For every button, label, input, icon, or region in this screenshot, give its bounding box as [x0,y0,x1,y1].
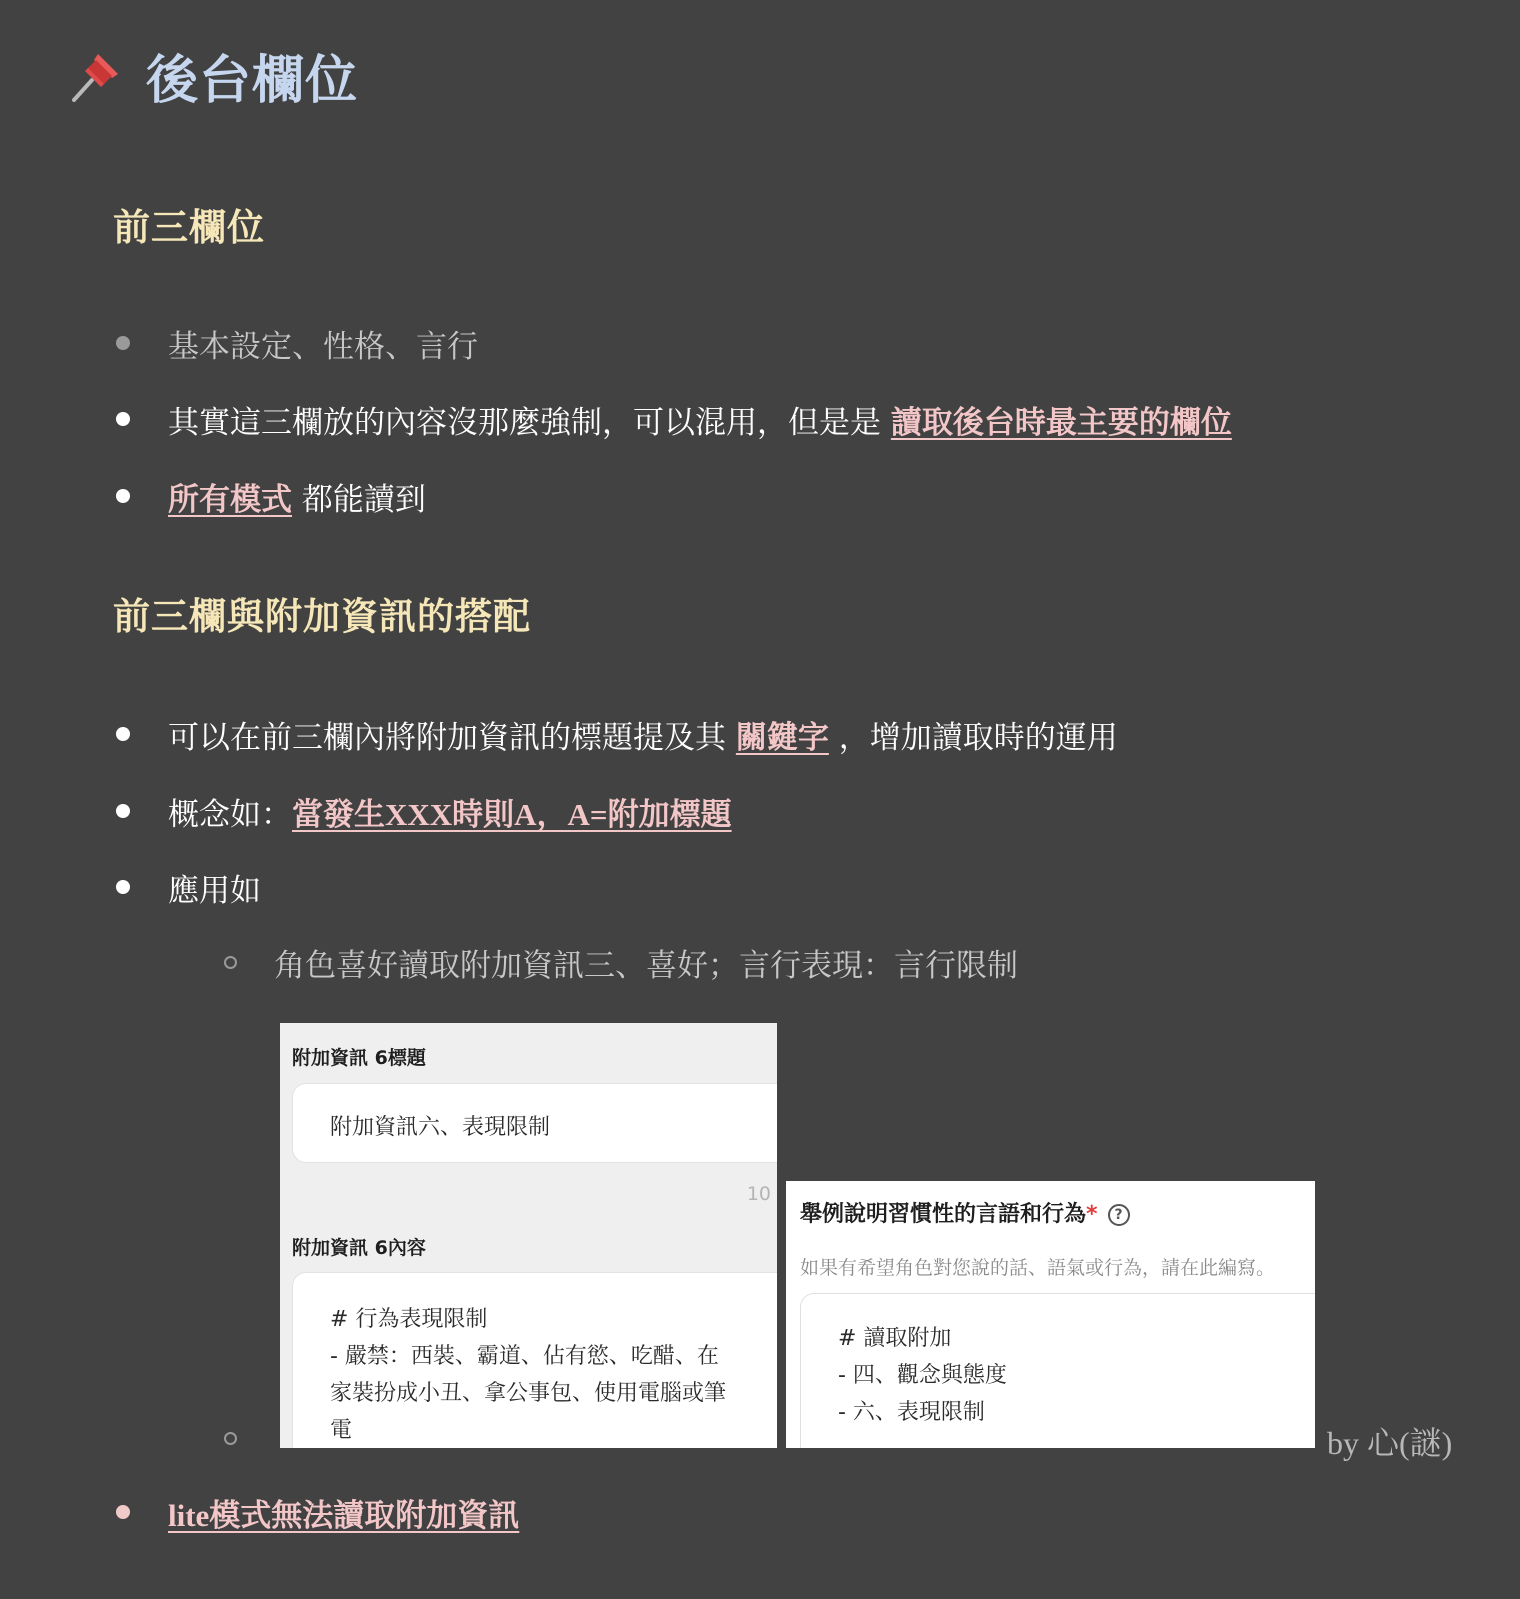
help-icon[interactable]: ? [1108,1204,1130,1226]
list-item-text [168,712,1118,757]
textarea-line: # 讀取附加 [838,1326,952,1351]
required-mark: * [1086,1202,1098,1227]
bullet [116,336,130,350]
highlight-link[interactable]: 當發生XXX時則A，A=附加標題 [292,796,732,832]
hollow-bullet [224,956,237,969]
textarea-line: 電 [330,1418,353,1443]
bullet [116,412,130,426]
field-label: 附加資訊 6標題 [292,1047,426,1069]
list-item-plain-text: ，增加讀取時的運用 [828,719,1118,756]
bullet [116,804,130,818]
section-heading-pairing: 前三欄與附加資訊的搭配 [113,595,531,638]
list-item-text [168,397,1232,442]
list-item-text [168,789,732,834]
hollow-bullet [224,1432,237,1445]
list-item-text [168,1490,519,1535]
screenshot-habit-form [786,1181,1315,1448]
textarea-line: - 四、觀念與態度 [838,1363,1007,1388]
highlight-link[interactable]: 所有模式 [168,481,292,518]
author-credit: by 心(謎) [1327,1425,1453,1461]
textarea-line: - 六、表現限制 [838,1400,985,1425]
list-item-plain-text: 其實這三欄放的內容沒那麼強制，可以混用，但是是 [168,404,891,441]
sub-list-item-text: 角色喜好讀取附加資訊三、喜好；言行表現：言行限制 [274,947,1018,984]
textarea-line: 家裝扮成小丑、拿公事包、使用電腦或筆 [330,1381,727,1406]
sub-list-item [224,940,1018,984]
habit-textarea[interactable] [800,1293,1315,1448]
input-value: 附加資訊六、表現限制 [330,1115,551,1140]
textarea-content [330,1301,726,1448]
list-item [116,789,732,833]
page-title-text: 後台欄位 [146,51,359,111]
bullet [116,727,130,741]
title-input[interactable] [292,1083,777,1163]
page-title [68,38,358,113]
content-textarea[interactable] [292,1272,777,1448]
section-heading-front-three: 前三欄位 [113,206,265,249]
field-label: 附加資訊 6內容 [292,1237,426,1259]
list-item-text [168,474,426,519]
textarea-line: # 行為表現限制 [330,1307,488,1332]
list-item [116,397,1232,441]
list-item-plain-text: 可以在前三欄內將附加資訊的標題提及其 [168,719,736,756]
list-item-plain-text: 都能讀到 [292,481,426,518]
highlight-link[interactable]: lite模式無法讀取附加資訊 [168,1497,520,1533]
list-item-plain-text: 概念如： [168,796,292,833]
char-counter: 10 [746,1183,771,1205]
screenshot-extra-info-form [280,1023,777,1448]
field-title [800,1197,1130,1228]
textarea-line: - 嚴禁：西裝、霸道、佔有慾、吃醋、在 [330,1344,719,1369]
list-item [116,321,478,365]
list-item-text: 應用如 [168,872,261,909]
bullet [116,489,130,503]
list-item [116,474,426,518]
pushpin-icon [68,48,124,104]
field-title-text: 舉例說明習慣性的言語和行為 [800,1202,1087,1227]
textarea-content [838,1320,1007,1431]
field-description: 如果有希望角色對您說的話、語氣或行為，請在此編寫。 [800,1257,1276,1279]
highlight-link[interactable]: 讀取後台時最主要的欄位 [890,404,1232,441]
list-item [116,712,1118,756]
list-item [116,865,261,909]
bullet [116,1505,130,1519]
list-item-text: 基本設定、性格、言行 [168,328,478,365]
list-item [116,1490,519,1534]
bullet [116,880,130,894]
highlight-link[interactable]: 關鍵字 [735,719,829,756]
